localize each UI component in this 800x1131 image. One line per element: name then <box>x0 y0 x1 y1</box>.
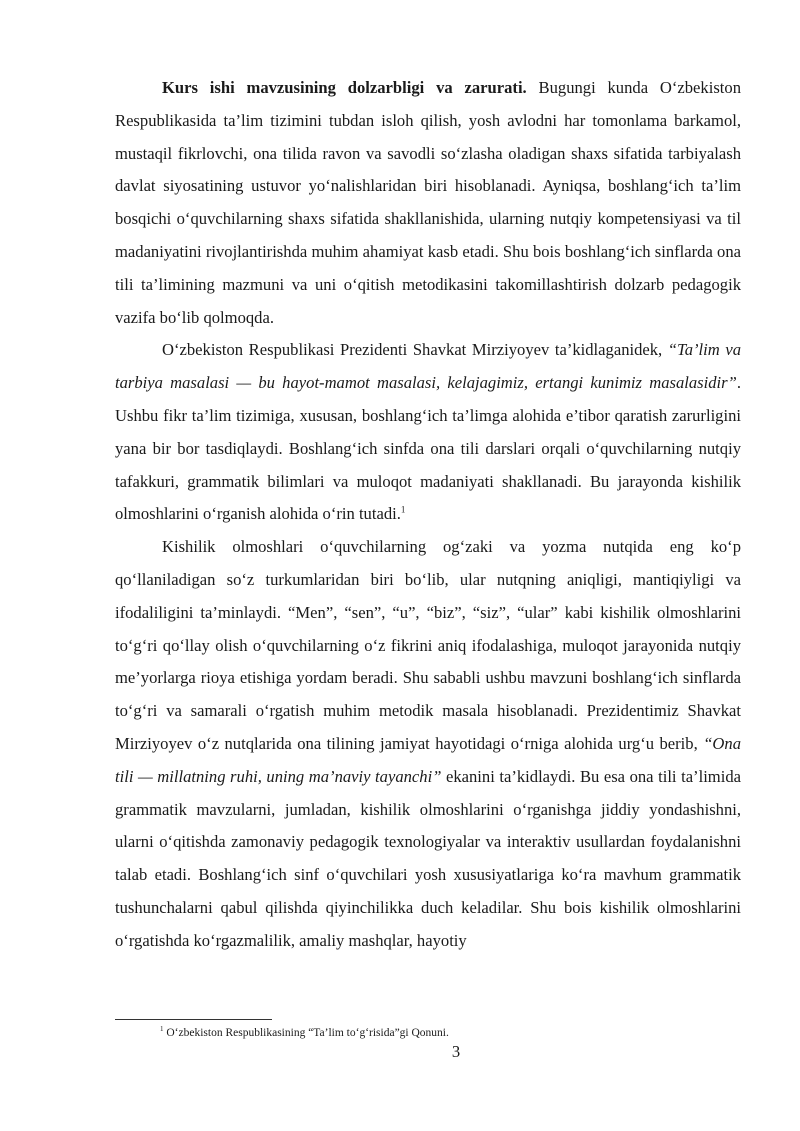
italic-quote: “Ona tili — millatning ruhi, uning ma’naviy tayanchi” <box>115 733 741 786</box>
paragraph-text: O‘zbekiston Respublikasi Prezidenti Shavkat Mirziyoyev ta’kidlaganidek, <box>162 340 668 360</box>
paragraph-text: ekanini ta’kidlaydi. Bu esa ona tili ta’limida grammatik mavzularni, jumladan, kishilik olmoshlarini o‘rganishga jiddiy yondashishni, ularni o‘qitishda zamonaviy pedagogik texnologiyalar va interaktiv usullardan foydalanishni talab etadi. Boshlang‘ich sinf o‘quvchilari yosh xususiyatlariga ko‘ra mavhum grammatik tushunchalarni qabul qilishda qiyinchilikka duch keladilar. Shu bois kishilik olmoshlarini o‘rgatishda ko‘rgazmalilik, amaliy mashqlar, hayotiy <box>115 766 741 950</box>
paragraph-president-quote <box>115 334 741 531</box>
document-body <box>115 72 741 958</box>
paragraph-intro <box>115 72 741 334</box>
italic-quote: “Ta’lim va tarbiya masalasi — bu hayot-mamot masalasi, kelajagimiz, ertangi kunimiz masalasidir” <box>115 340 741 393</box>
section-lead-heading: Kurs ishi mavzusining dolzarbligi va zarurati. <box>162 78 527 97</box>
footnote-separator <box>115 1019 272 1020</box>
footnote-mark: 1 <box>160 1025 164 1034</box>
paragraph-text: . Ushbu fikr ta’lim tizimiga, xususan, boshlang‘ich ta’limga alohida e’tibor qaratish zarurligini yana bir bor tasdiqlaydi. Boshlang‘ich sinfda ona tili darslari orqali o‘quvchilarning nutqiy tafakkuri, grammatik bilimlari va muloqot madaniyati shakllanadi. Bu jarayonda kishilik olmoshlarini o‘rganish alohida o‘rin tutadi. <box>115 373 741 524</box>
paragraph-personal-pronouns <box>115 531 741 957</box>
footnote-text: O‘zbekiston Respublikasining “Ta’lim to‘g‘risida”gi Qonuni. <box>163 1027 449 1039</box>
paragraph-intro-text: Bugungi kunda O‘zbekiston Respublikasida ta’lim tizimini tubdan isloh qilish, yosh avlodni har tomonlama barkamol, mustaqil fikrlovchi, ona tilida ravon va savodli so‘zlasha oladigan shaxs sifatida tarbiyalash davlat siyosatining ustuvor yo‘nalishlaridan biri hisoblanadi. Ayniqsa, boshlang‘ich ta’lim bosqichi o‘quvchilarning shaxs sifatida shakllanishida, ularning nutqiy kompetensiyasi va til madaniyatini rivojlantirishda muhim ahamiyat kasb etadi. Shu bois boshlang‘ich sinflarda ona tili ta’limining mazmuni va uni o‘qitish metodikasini takomillashtirish dolzarb pedagogik vazifa bo‘lib qolmoqda. <box>115 78 741 327</box>
footnote <box>160 1025 449 1041</box>
paragraph-text: Kishilik olmoshlari o‘quvchilarning og‘zaki va yozma nutqida eng ko‘p qo‘llaniladigan so‘z turkumlaridan biri bo‘lib, ular nutqning aniqligi, mantiqiyligi va ifodaliligini ta’minlaydi. “Men”, “sen”, “u”, “biz”, “siz”, “ular” kabi kishilik olmoshlarini to‘g‘ri qo‘llay olish o‘quvchilarning o‘z fikrini aniq ifodalashiga, muloqot jarayonida nutqiy me’yorlarga rioya etishiga yordam beradi. Shu sababli ushbu mavzuni boshlang‘ich sinflarda to‘g‘ri va samarali o‘rgatish muhim metodik masala hisoblanadi. Prezidentimiz Shavkat Mirziyoyev o‘z nutqlarida ona tilining jamiyat hayotidagi o‘rniga alohida urg‘u berib, <box>115 537 741 753</box>
page-number: 3 <box>451 1042 461 1061</box>
footnote-reference[interactable]: 1 <box>400 504 406 515</box>
